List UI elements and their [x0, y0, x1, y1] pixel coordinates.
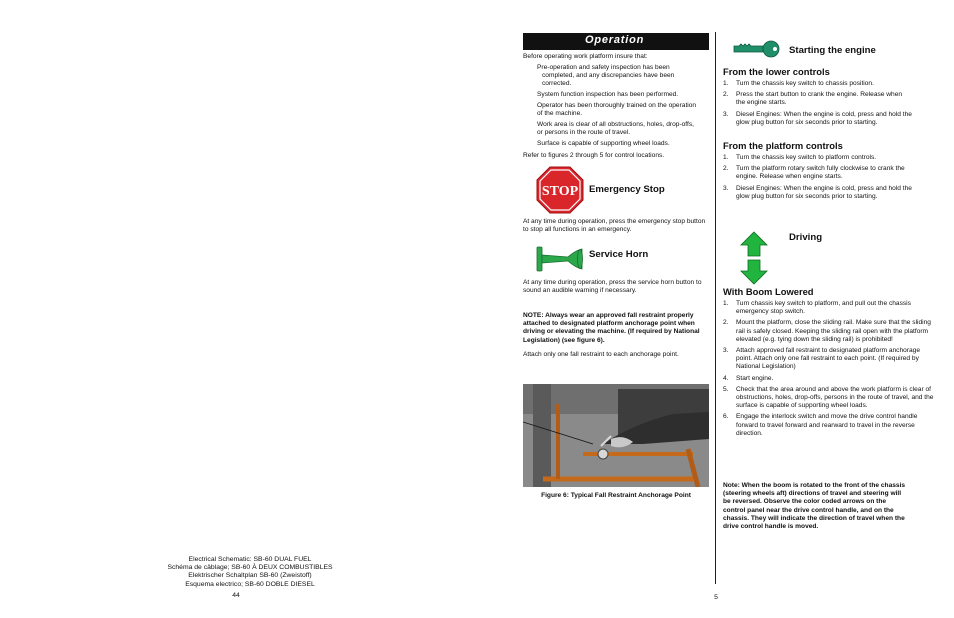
key-icon [733, 40, 781, 58]
emergency-stop-body: At any time during operation, press the emergency stop button to stop all functions in an emergency. [523, 218, 706, 234]
horn-icon [536, 246, 584, 272]
lower-controls-steps [723, 80, 913, 130]
driving-steps [723, 300, 935, 441]
service-horn-body: At any time during operation, press the service horn button to sound an audible warning if necessary. [523, 279, 702, 295]
list-item: 1. Turn chassis key switch to platform, and pull out the chassis emergency stop switch. [723, 300, 911, 316]
footer-line: Electrical Schematic: SB-60 DUAL FUEL [188, 556, 312, 563]
footer-line: Schéma de câblage; SB-60 À DEUX COMBUSTIBLES [167, 564, 333, 572]
refer-figures: Refer to figures 2 through 5 for control locations. [523, 152, 665, 159]
list-item: Pre-operation and safety inspection has been completed, and any discrepancies have been corrected. [537, 64, 675, 88]
service-horn-heading: Service Horn [589, 249, 649, 260]
lower-controls-heading: From the lower controls [723, 66, 830, 77]
list-item: 1. Turn the chassis key switch to chassis position. [723, 80, 874, 87]
operation-checklist [537, 64, 701, 151]
operation-intro: Before operating work platform insure that: [523, 53, 648, 60]
list-item: Surface is capable of supporting wheel loads. [537, 140, 670, 147]
driving-heading: Driving [789, 232, 823, 243]
figure-caption: Figure 6: Typical Fall Restraint Anchorage Point [541, 492, 691, 499]
drive-arrows-icon [740, 231, 768, 285]
attach-instruction: Attach only one fall restraint to each anchorage point. [523, 351, 679, 358]
list-item: Work area is clear of all obstructions, holes, drop-offs, or persons in the route of travel. [537, 121, 694, 137]
fall-restraint-photo [523, 384, 709, 487]
list-item: 1. Turn the chassis key switch to platform controls. [723, 154, 877, 161]
platform-controls-heading: From the platform controls [723, 140, 843, 151]
list-item: 3. Diesel Engines: When the engine is cold, press and hold the glow plug button for six seconds prior to starting. [723, 110, 912, 126]
left-page-footer [130, 556, 370, 589]
page-divider [715, 32, 716, 584]
operation-title: Operation [585, 34, 645, 46]
list-item: 3. Diesel Engines: When the engine is cold, press and hold the glow plug button for six seconds prior to starting. [723, 184, 912, 200]
list-item: 2. Turn the platform rotary switch fully clockwise to crank the engine. Release when engine starts. [723, 165, 905, 181]
list-item: 5. Check that the area around and above the work platform is clear of obstructions, holes, drop-offs, persons in the route of travel, and the surface is capable of supporting wheel loads. [723, 385, 934, 410]
footer-line: Elektrischer Schaltplan SB-60 (Zweistoff) [188, 572, 312, 580]
emergency-stop-heading: Emergency Stop [589, 184, 665, 195]
list-item: 4. Start engine. [723, 374, 774, 382]
list-item: 6. Engage the interlock switch and move the drive control handle forward to travel forward and rearward to travel in the reverse direction. [723, 413, 918, 437]
platform-controls-steps [723, 154, 913, 204]
list-item: System function inspection has been performed. [537, 91, 679, 99]
right-page-number: 5 [714, 594, 718, 601]
starting-engine-heading: Starting the engine [789, 45, 876, 56]
boom-rotation-note: Note: When the boom is rotated to the front of the chassis (steering wheels aft) directions of travel and steering will be reversed. Observe the color coded arrows on the control panel near the drive control handle, and on the chassis. They will indicate the direction of travel when the drive control handle is moved. [723, 482, 906, 531]
stop-sign-icon [536, 166, 584, 214]
list-item: 2. Press the start button to crank the engine. Release when the engine starts. [723, 91, 903, 107]
list-item: 3. Attach approved fall restraint to designated platform anchorage point. Attach only one fall restraint to each point. (If required by National Legislation) [723, 347, 921, 371]
left-page-number: 44 [232, 592, 240, 599]
list-item: 2. Mount the platform, close the sliding rail. Make sure that the sliding rail is safely closed. Keeping the sliding rail open with the platform elevated (e.g. tying down the sliding rail) is prohibited! [723, 319, 931, 343]
list-item: Operator has been thoroughly trained on the operation of the machine. [537, 102, 697, 118]
footer-line: Esquema electrico; SB-60 DOBLE DIESEL [185, 580, 315, 588]
stop-sign-text: STOP [541, 184, 579, 199]
boom-lowered-heading: With Boom Lowered [723, 286, 814, 297]
fall-restraint-note: NOTE: Always wear an approved fall restraint properly attached to designated platform anchorage point when driving or elevating the machine. (If required by National Legislation) (see figure 6). [523, 312, 700, 344]
